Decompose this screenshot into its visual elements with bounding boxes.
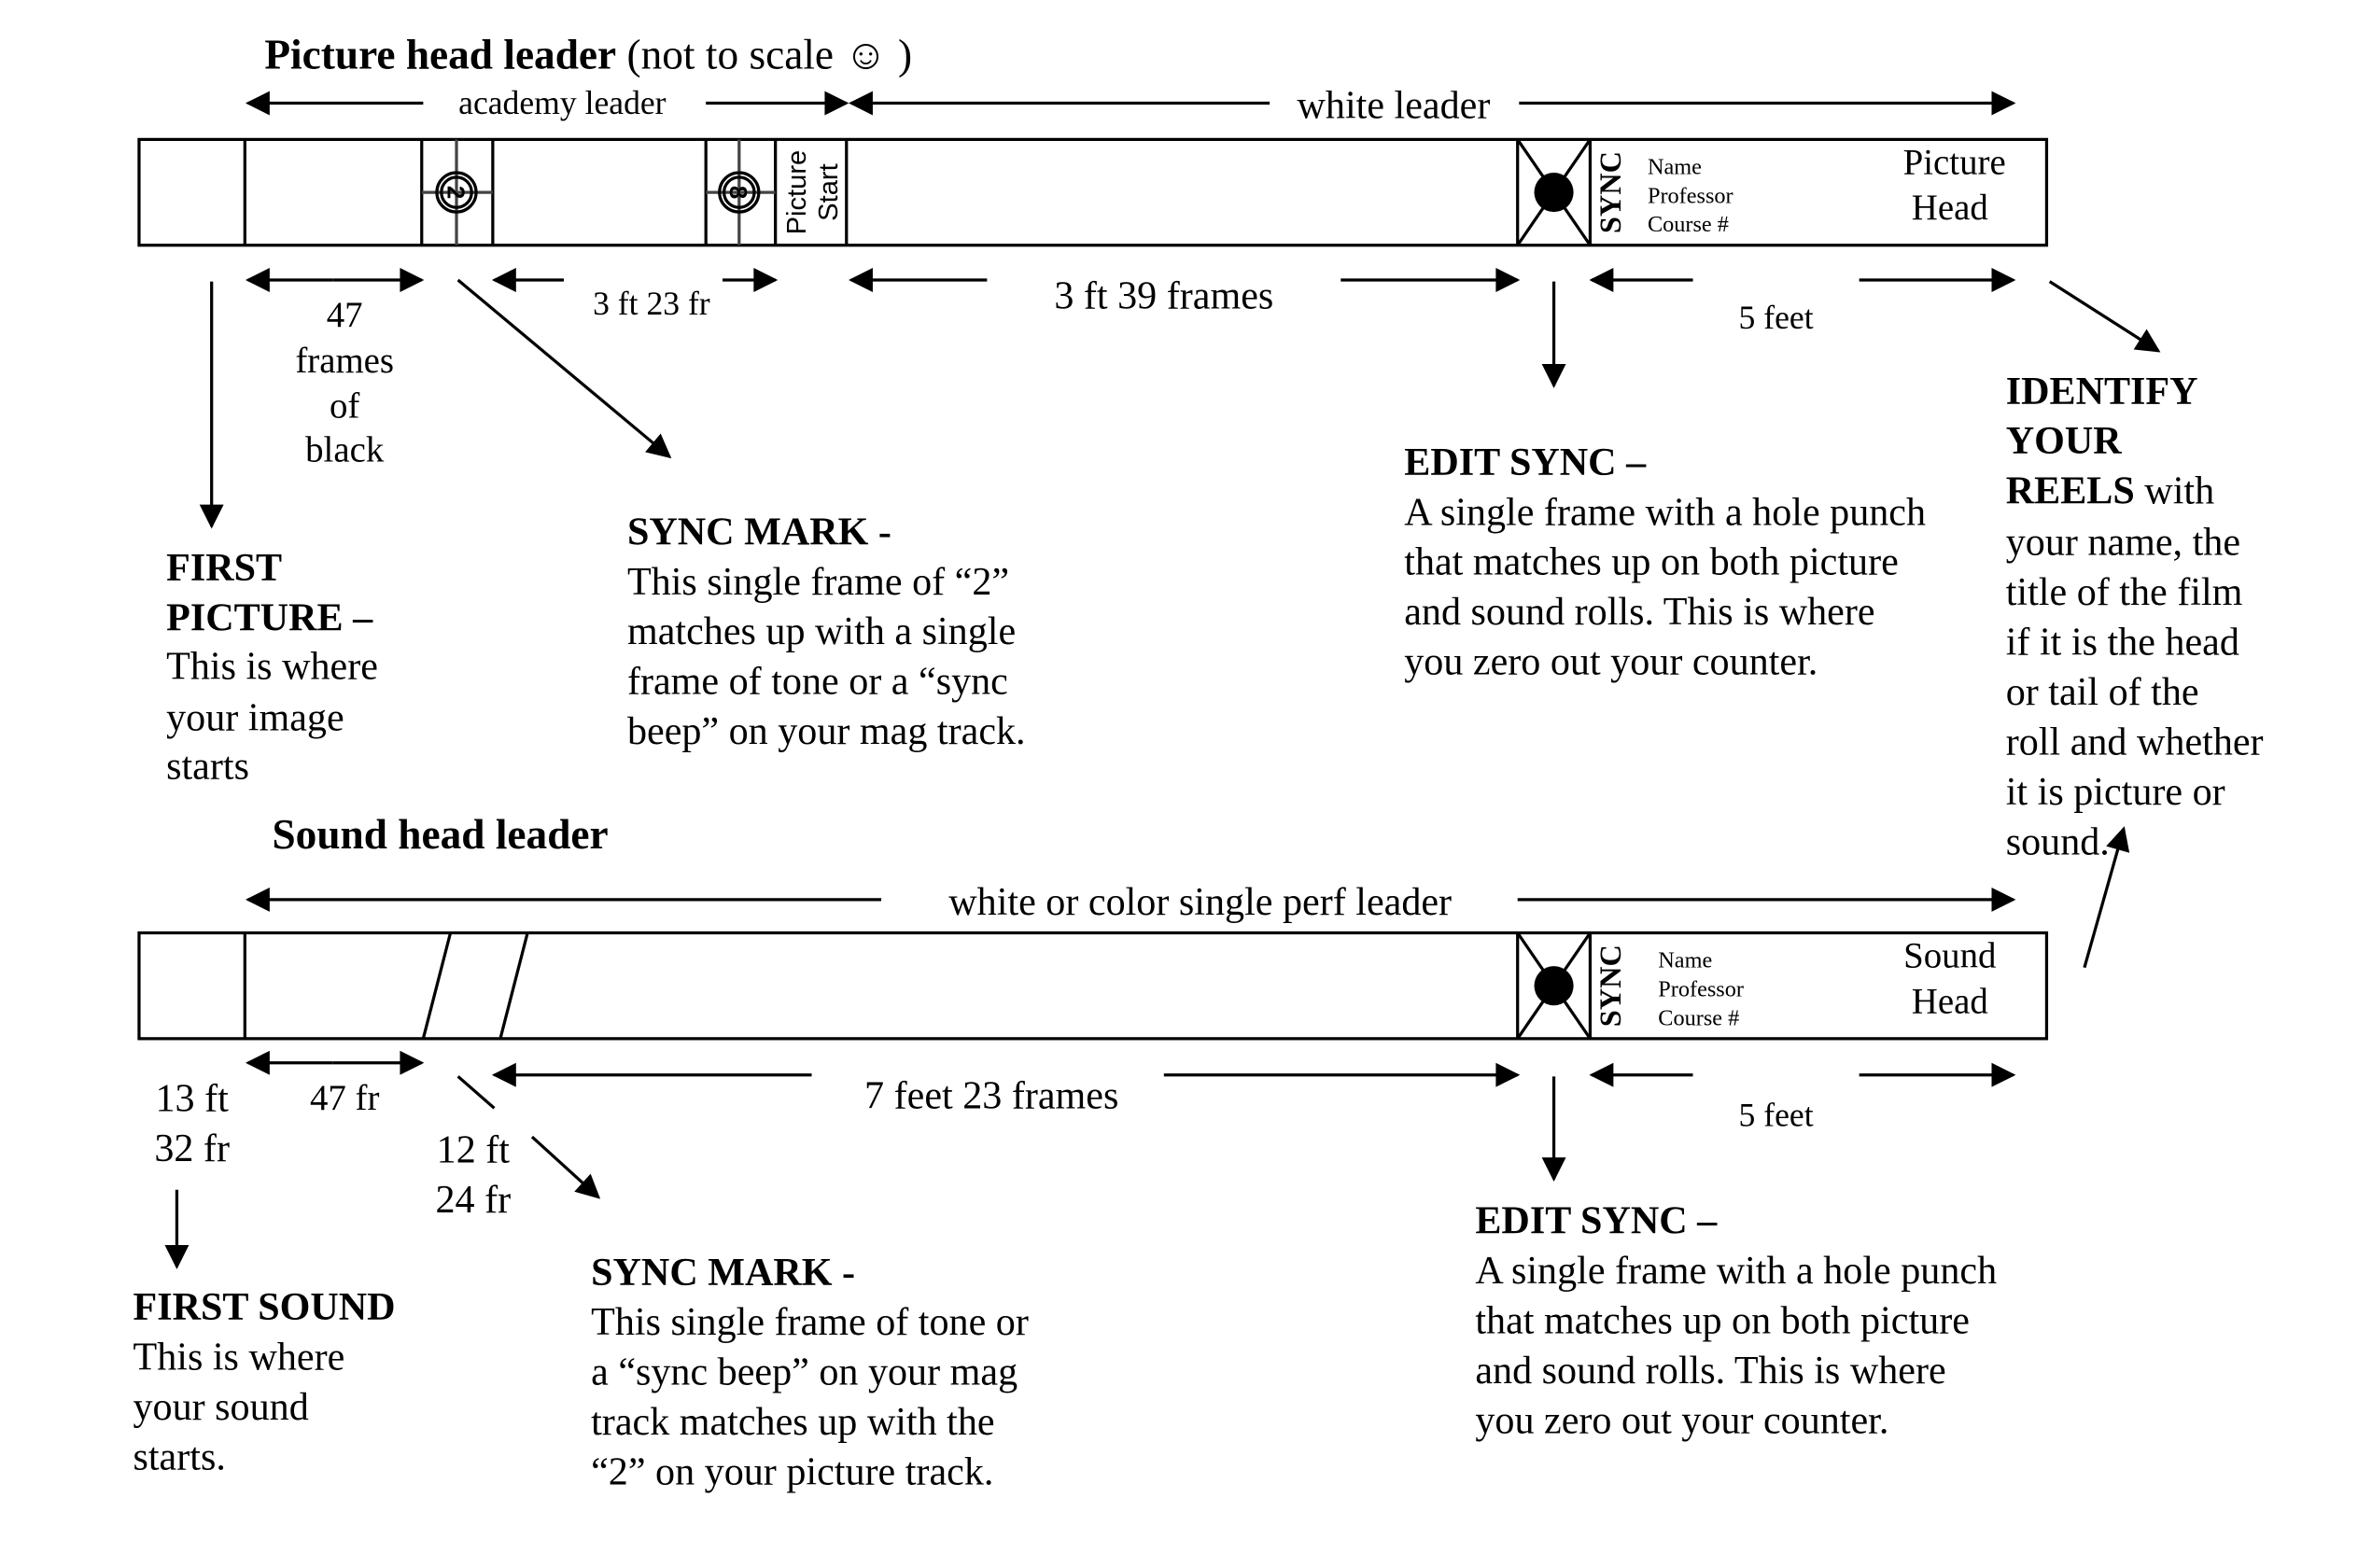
svg-text:white leader: white leader [1297,83,1491,128]
distance-7ft-23fr [494,1073,1517,1117]
sound-film-strip [139,932,2046,1038]
svg-text:Name: Name [1647,154,1702,180]
svg-text:24 fr: 24 fr [435,1178,512,1223]
svg-text:and sound rolls. This is where: and sound rolls. This is where [1404,590,1875,635]
svg-text:beep” on your mag track.: beep” on your mag track. [626,709,1026,754]
distance-3ft-39fr [851,274,1518,318]
svg-text:YOUR: YOUR [2005,419,2122,464]
svg-text:Head: Head [1911,981,1988,1022]
svg-text:roll and whether: roll and whether [2005,720,2264,764]
countdown-8-frame [706,139,775,245]
svg-text:FIRST: FIRST [166,546,283,591]
svg-text:of: of [329,385,360,427]
distance-5-feet [1592,280,2014,336]
svg-text:47: 47 [326,295,363,336]
svg-text:starts: starts [166,744,249,789]
svg-text:PICTURE –: PICTURE – [166,595,373,640]
white-leader-span [851,84,2014,128]
sound-leader-span [248,880,2014,924]
picture-start-frame [782,150,844,235]
svg-text:This is where: This is where [133,1335,345,1379]
svg-text:frame of tone or a “sync: frame of tone or a “sync [626,659,1008,704]
svg-text:Picture: Picture [782,149,813,235]
svg-text:Professor: Professor [1658,976,1744,1002]
svg-text:you zero out your counter.: you zero out your counter. [1475,1398,1889,1443]
svg-text:and sound rolls. This is where: and sound rolls. This is where [1475,1349,1946,1393]
svg-text:A single frame with a hole pun: A single frame with a hole punch [1475,1249,1998,1294]
svg-text:your sound: your sound [133,1384,309,1429]
svg-text:A single frame with a hole pun: A single frame with a hole punch [1404,490,1927,535]
svg-text:IDENTIFY: IDENTIFY [2005,369,2198,413]
edit-sync-punch-frame [1518,139,1591,245]
svg-text:13 ft: 13 ft [155,1076,229,1121]
svg-text:that matches up on both pictur: that matches up on both picture [1404,539,1899,584]
first-sound-distance [154,1077,230,1267]
svg-text:“2” on your picture track.: “2” on your picture track. [591,1449,994,1494]
edit-sync-note [1404,441,1926,684]
sync-mark-note [627,510,1026,753]
svg-text:sound.: sound. [2005,819,2110,864]
sync-label: SYNC [1593,150,1628,234]
countdown-2-frame [422,139,493,245]
svg-text:Start: Start [814,163,845,221]
distance-3ft-23fr [494,280,775,322]
academy-leader-span [248,84,847,121]
svg-text:7 feet 23 frames: 7 feet 23 frames [864,1073,1119,1118]
svg-text:5 feet: 5 feet [1738,298,1814,336]
svg-text:Course #: Course # [1647,212,1729,238]
svg-text:it is picture or: it is picture or [2005,769,2225,814]
sound-title: Sound head leader [272,810,609,858]
svg-text:Course #: Course # [1658,1005,1740,1031]
svg-text:3 ft 23 fr: 3 ft 23 fr [593,285,710,323]
svg-text:8: 8 [724,185,751,200]
svg-text:white or color single perf lea: white or color single perf leader [948,880,1453,925]
sound-47fr-span [248,1063,422,1118]
svg-text:title of the film: title of the film [2005,570,2243,615]
svg-text:track matches up with the: track matches up with the [591,1400,995,1445]
black-frames-span [248,280,422,469]
svg-text:This is where: This is where [166,644,378,689]
sync-mark-distance [435,1076,598,1222]
svg-text:5 feet: 5 feet [1738,1096,1814,1134]
first-picture-note [166,546,378,788]
sound-sync-mark-note [591,1251,1029,1494]
svg-text:a “sync beep” on your mag: a “sync beep” on your mag [591,1350,1018,1394]
svg-text:SYNC MARK -: SYNC MARK - [591,1250,856,1295]
svg-text:47 fr: 47 fr [309,1077,380,1118]
svg-text:Name: Name [1658,947,1713,973]
svg-text:that matches up on both pictur: that matches up on both picture [1475,1298,1970,1343]
svg-text:EDIT SYNC –: EDIT SYNC – [1475,1198,1718,1243]
identify-reels-note [2006,370,2264,864]
svg-text:Head: Head [1911,188,1988,229]
sound-distance-5-feet [1592,1075,2014,1134]
svg-text:FIRST SOUND: FIRST SOUND [133,1285,396,1330]
svg-text:REELS with: REELS with [2005,469,2215,513]
svg-text:Professor: Professor [1647,183,1733,209]
svg-text:your name, the: your name, the [2005,520,2241,565]
svg-text:SYNC MARK -: SYNC MARK - [626,510,891,554]
svg-text:Picture: Picture [1902,142,2006,183]
svg-text:This single frame of “2”: This single frame of “2” [626,559,1010,604]
svg-text:matches up with a single: matches up with a single [626,609,1017,654]
edit-sync-punch-frame [1518,932,1591,1038]
svg-text:32 fr: 32 fr [154,1126,230,1170]
sync-label: SYNC [1593,945,1628,1028]
svg-text:This single frame of tone or: This single frame of tone or [591,1300,1029,1345]
svg-text:frames: frames [295,340,395,381]
identify-arrow [2050,282,2159,351]
svg-text:if it is the head: if it is the head [2005,620,2239,665]
first-sound-note [133,1285,395,1478]
svg-text:3 ft 39 frames: 3 ft 39 frames [1054,273,1274,318]
svg-text:Sound: Sound [1903,935,1997,976]
svg-text:black: black [305,429,385,470]
svg-text:or tail of the: or tail of the [2005,669,2199,714]
picture-film-strip [139,139,2046,245]
picture-title: Picture head leader (not to scale ☺ ) [264,31,913,78]
svg-text:2: 2 [442,185,469,200]
svg-text:your image: your image [166,695,344,740]
svg-text:you zero out your counter.: you zero out your counter. [1404,639,1818,684]
sound-edit-sync-note [1475,1199,1997,1443]
svg-text:12 ft: 12 ft [436,1127,510,1172]
svg-text:academy leader: academy leader [458,83,667,121]
svg-text:starts.: starts. [133,1435,226,1479]
svg-text:EDIT SYNC –: EDIT SYNC – [1404,440,1647,484]
